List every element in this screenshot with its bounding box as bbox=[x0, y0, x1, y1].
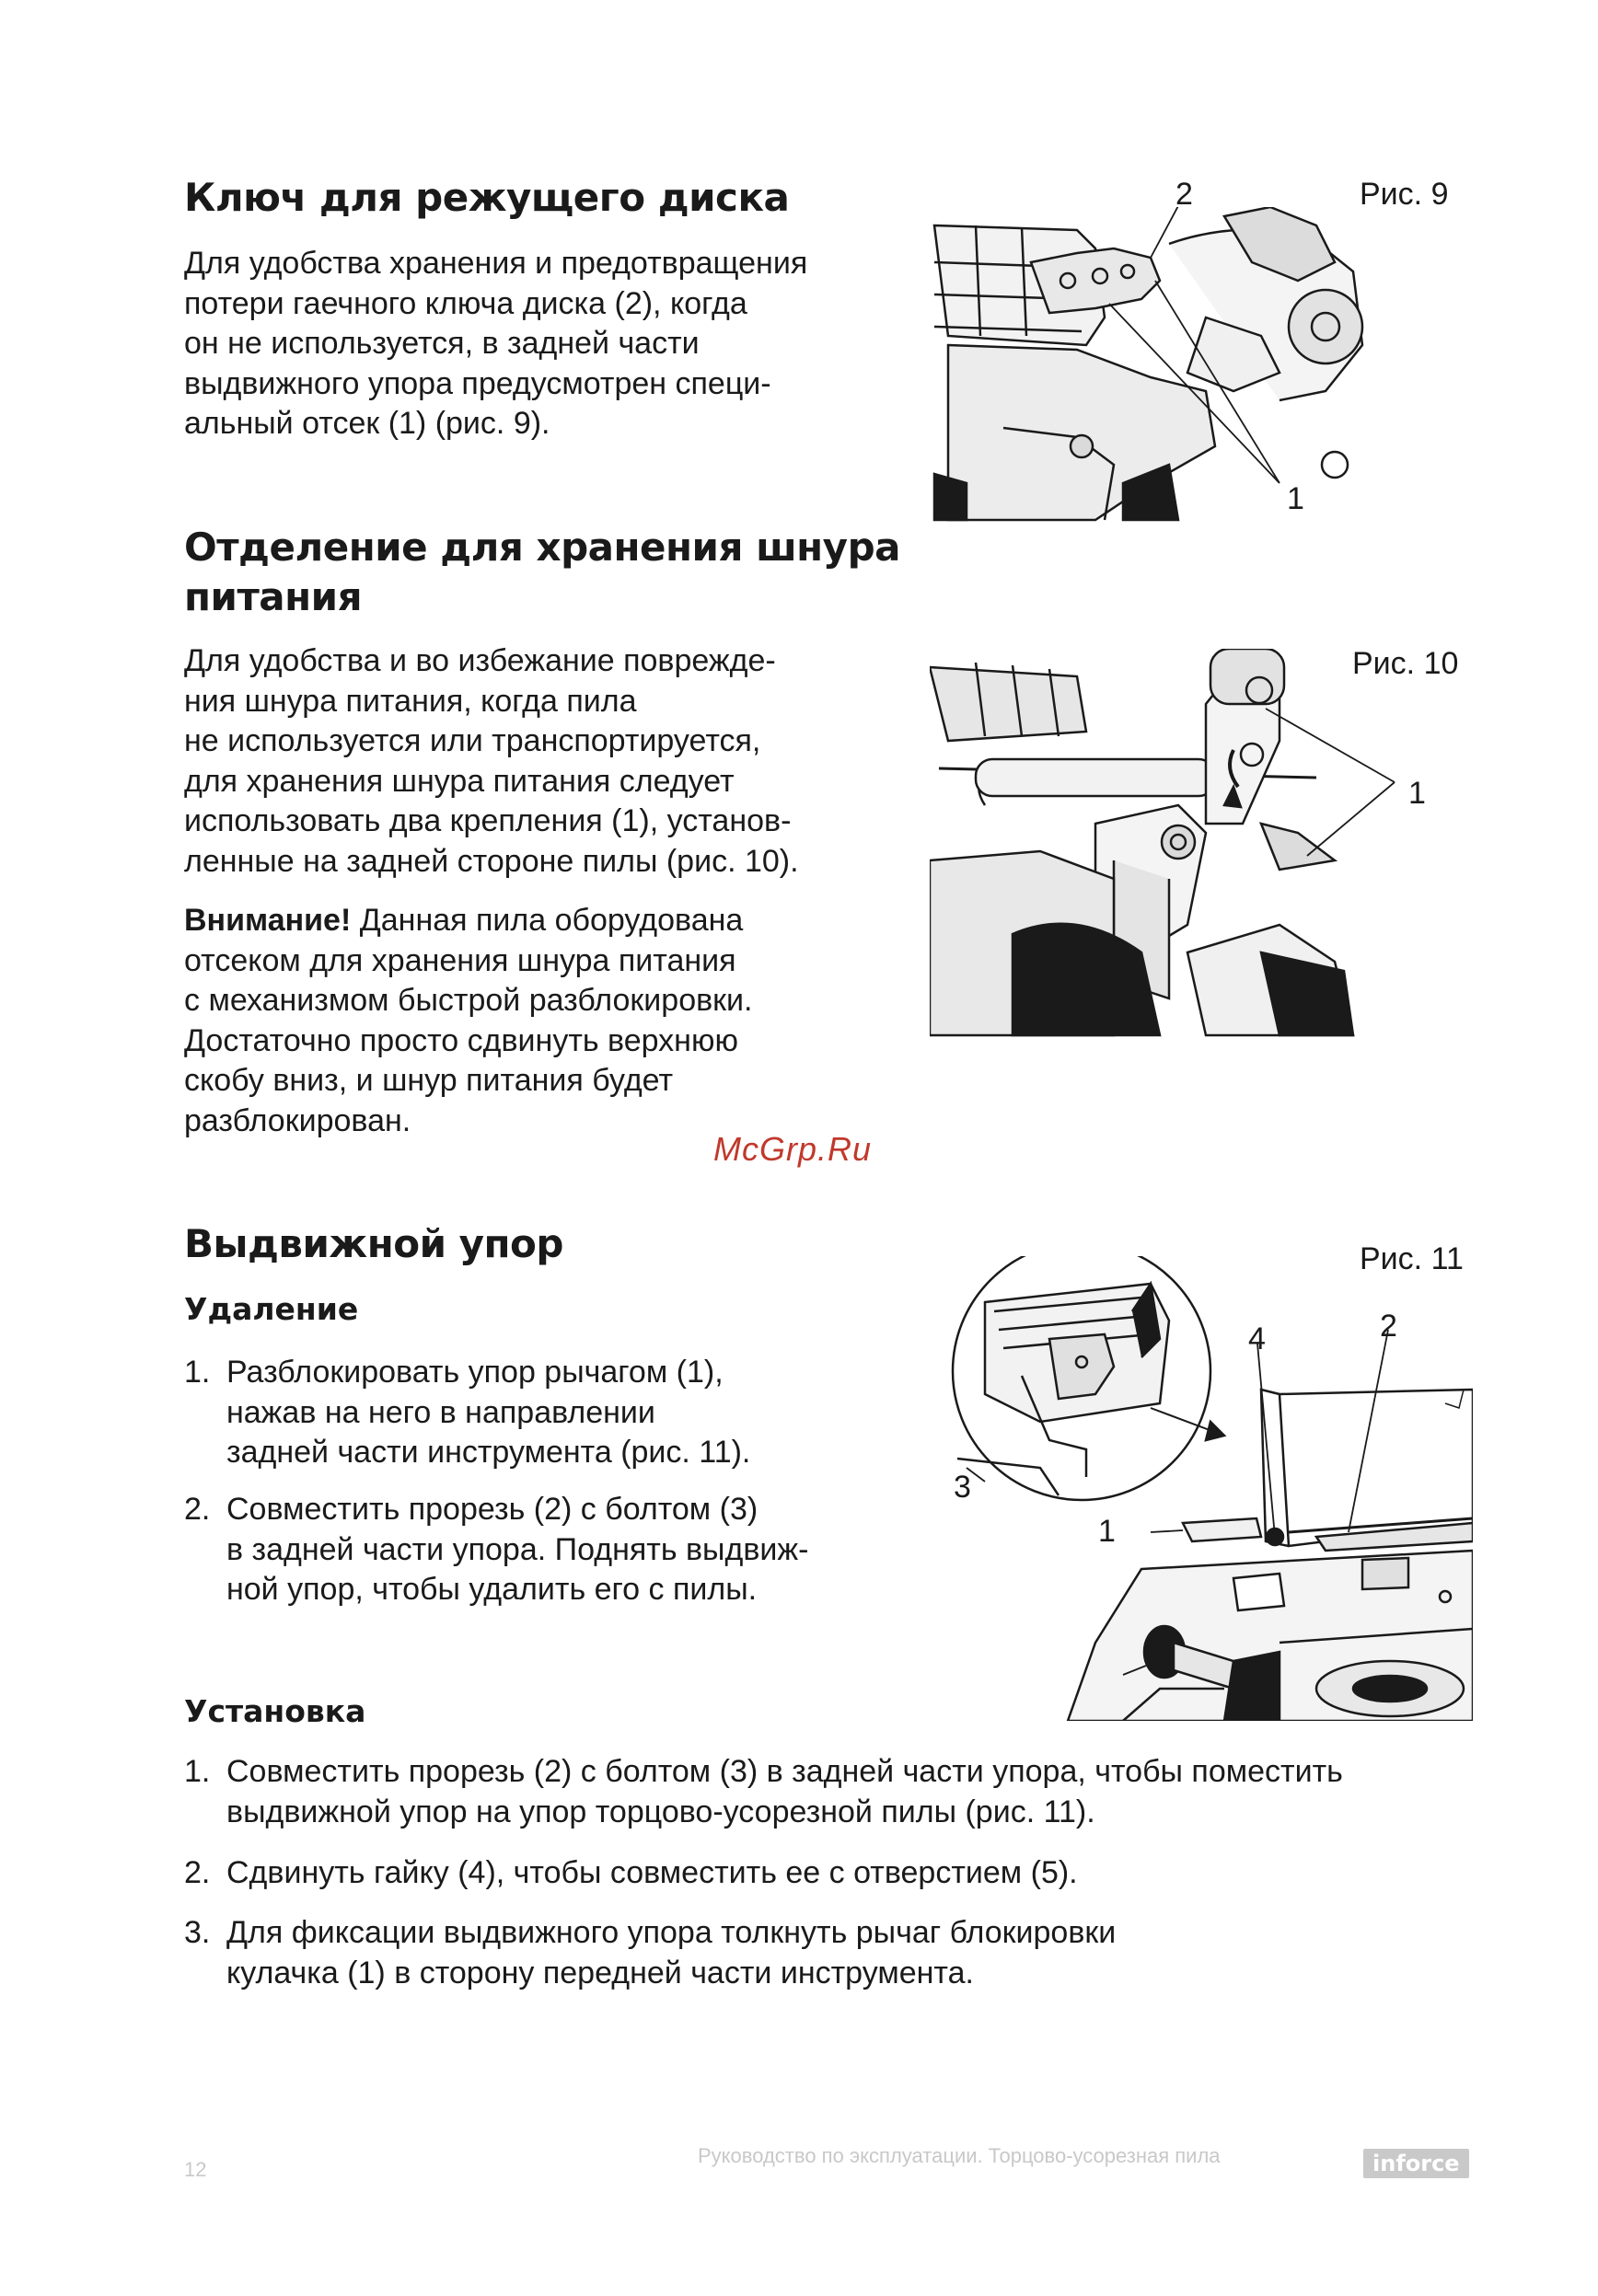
section-text-blade-wrench bbox=[184, 244, 807, 444]
figure-label-10: Рис. 10 bbox=[1352, 646, 1459, 681]
text-line: ной упор, чтобы удалить его с пилы. bbox=[226, 1572, 758, 1607]
subheading-install: Установка bbox=[184, 1693, 366, 1729]
text-line: Для удобства и во избежание поврежде- bbox=[184, 643, 776, 678]
text-line: Для удобства хранения и предотвращения bbox=[184, 246, 808, 281]
text-line: Для фиксации выдвижного упора толкнуть рычаг блокировки bbox=[226, 1915, 1117, 1950]
figure9-callout-2: 2 bbox=[1175, 177, 1193, 212]
text-line: Достаточно просто сдвинуть верхнюю bbox=[184, 1022, 738, 1058]
text-line: альный отсек (1) (рис. 9). bbox=[184, 406, 550, 441]
step-number: 2. bbox=[184, 1492, 211, 1527]
section-heading-sliding-fence: Выдвижной упор bbox=[184, 1221, 563, 1266]
text-line: с механизмом быстрой разблокировки. bbox=[184, 983, 753, 1018]
step-number: 2. bbox=[184, 1855, 211, 1890]
section-heading-cord-storage-line1: Отделение для хранения шнура bbox=[184, 525, 900, 570]
text-line: использовать два крепления (1), установ- bbox=[184, 803, 792, 838]
figure-10-cord-clips bbox=[930, 649, 1427, 1044]
warning-first-line bbox=[184, 901, 753, 941]
step-number: 1. bbox=[184, 1355, 211, 1390]
text-line: потери гаечного ключа диска (2), когда bbox=[184, 285, 747, 321]
figure10-callout-1: 1 bbox=[1408, 776, 1426, 811]
text-line: для хранения шнура питания следует bbox=[184, 763, 735, 799]
figure11-callout-2: 2 bbox=[1380, 1309, 1397, 1344]
section-heading-cord-storage-line2: питания bbox=[184, 574, 363, 619]
text-line: ния шнура питания, когда пила bbox=[184, 683, 637, 719]
text-line: выдвижной упор на упор торцово-усорезной пилы (рис. 11). bbox=[226, 1794, 1095, 1829]
step-number: 3. bbox=[184, 1915, 211, 1950]
text-line: Совместить прорезь (2) с болтом (3) в задней части упора, чтобы поместить bbox=[226, 1754, 1343, 1789]
figure-label-11: Рис. 11 bbox=[1360, 1241, 1464, 1276]
figure-9-saw-wrench-storage bbox=[930, 207, 1376, 538]
figure11-callout-4: 4 bbox=[1248, 1321, 1266, 1356]
text-line: ленные на задней стороне пилы (рис. 10). bbox=[184, 843, 799, 879]
text-line: выдвижного упора предусмотрен специ- bbox=[184, 365, 771, 401]
figure11-callout-3: 3 bbox=[954, 1470, 971, 1505]
text-line: нажав на него в направлении bbox=[226, 1394, 655, 1430]
figure-11-sliding-fence bbox=[930, 1256, 1473, 1721]
section-heading-blade-wrench: Ключ для режущего диска bbox=[184, 175, 790, 220]
warning-first-text: Данная пила оборудована bbox=[351, 903, 744, 938]
subheading-removal: Удаление bbox=[184, 1291, 359, 1327]
figure-label-9: Рис. 9 bbox=[1360, 177, 1449, 212]
figure11-callout-1: 1 bbox=[1098, 1514, 1116, 1549]
text-line: скобу вниз, и шнур питания будет bbox=[184, 1063, 674, 1098]
watermark: McGrp.Ru bbox=[713, 1130, 873, 1168]
text-line: кулачка (1) в сторону передней части инструмента. bbox=[226, 1955, 974, 1990]
warning-label: Внимание! bbox=[184, 903, 352, 938]
warning-note bbox=[184, 901, 753, 1141]
text-line: Разблокировать упор рычагом (1), bbox=[226, 1355, 724, 1390]
text-line: в задней части упора. Поднять выдвиж- bbox=[226, 1531, 809, 1567]
text-line: Сдвинуть гайку (4), чтобы совместить ее с отверстием (5). bbox=[226, 1855, 1078, 1890]
text-line: задней части инструмента (рис. 11). bbox=[226, 1435, 751, 1470]
text-line: не используется или транспортируется, bbox=[184, 723, 761, 758]
figure9-callout-1: 1 bbox=[1287, 481, 1304, 516]
brand-logo: inforce bbox=[1363, 2149, 1469, 2178]
step-number: 1. bbox=[184, 1754, 211, 1789]
text-line: Совместить прорезь (2) с болтом (3) bbox=[226, 1492, 758, 1527]
text-line: отсеком для хранения шнура питания bbox=[184, 942, 736, 978]
text-line: разблокирован. bbox=[184, 1102, 411, 1138]
footer-title: Руководство по эксплуатации. Торцово-усорезная пила bbox=[698, 2144, 1221, 2167]
section-text-cord-storage bbox=[184, 641, 799, 882]
page-number: 12 bbox=[184, 2158, 207, 2181]
text-line: он не используется, в задней части bbox=[184, 326, 700, 361]
